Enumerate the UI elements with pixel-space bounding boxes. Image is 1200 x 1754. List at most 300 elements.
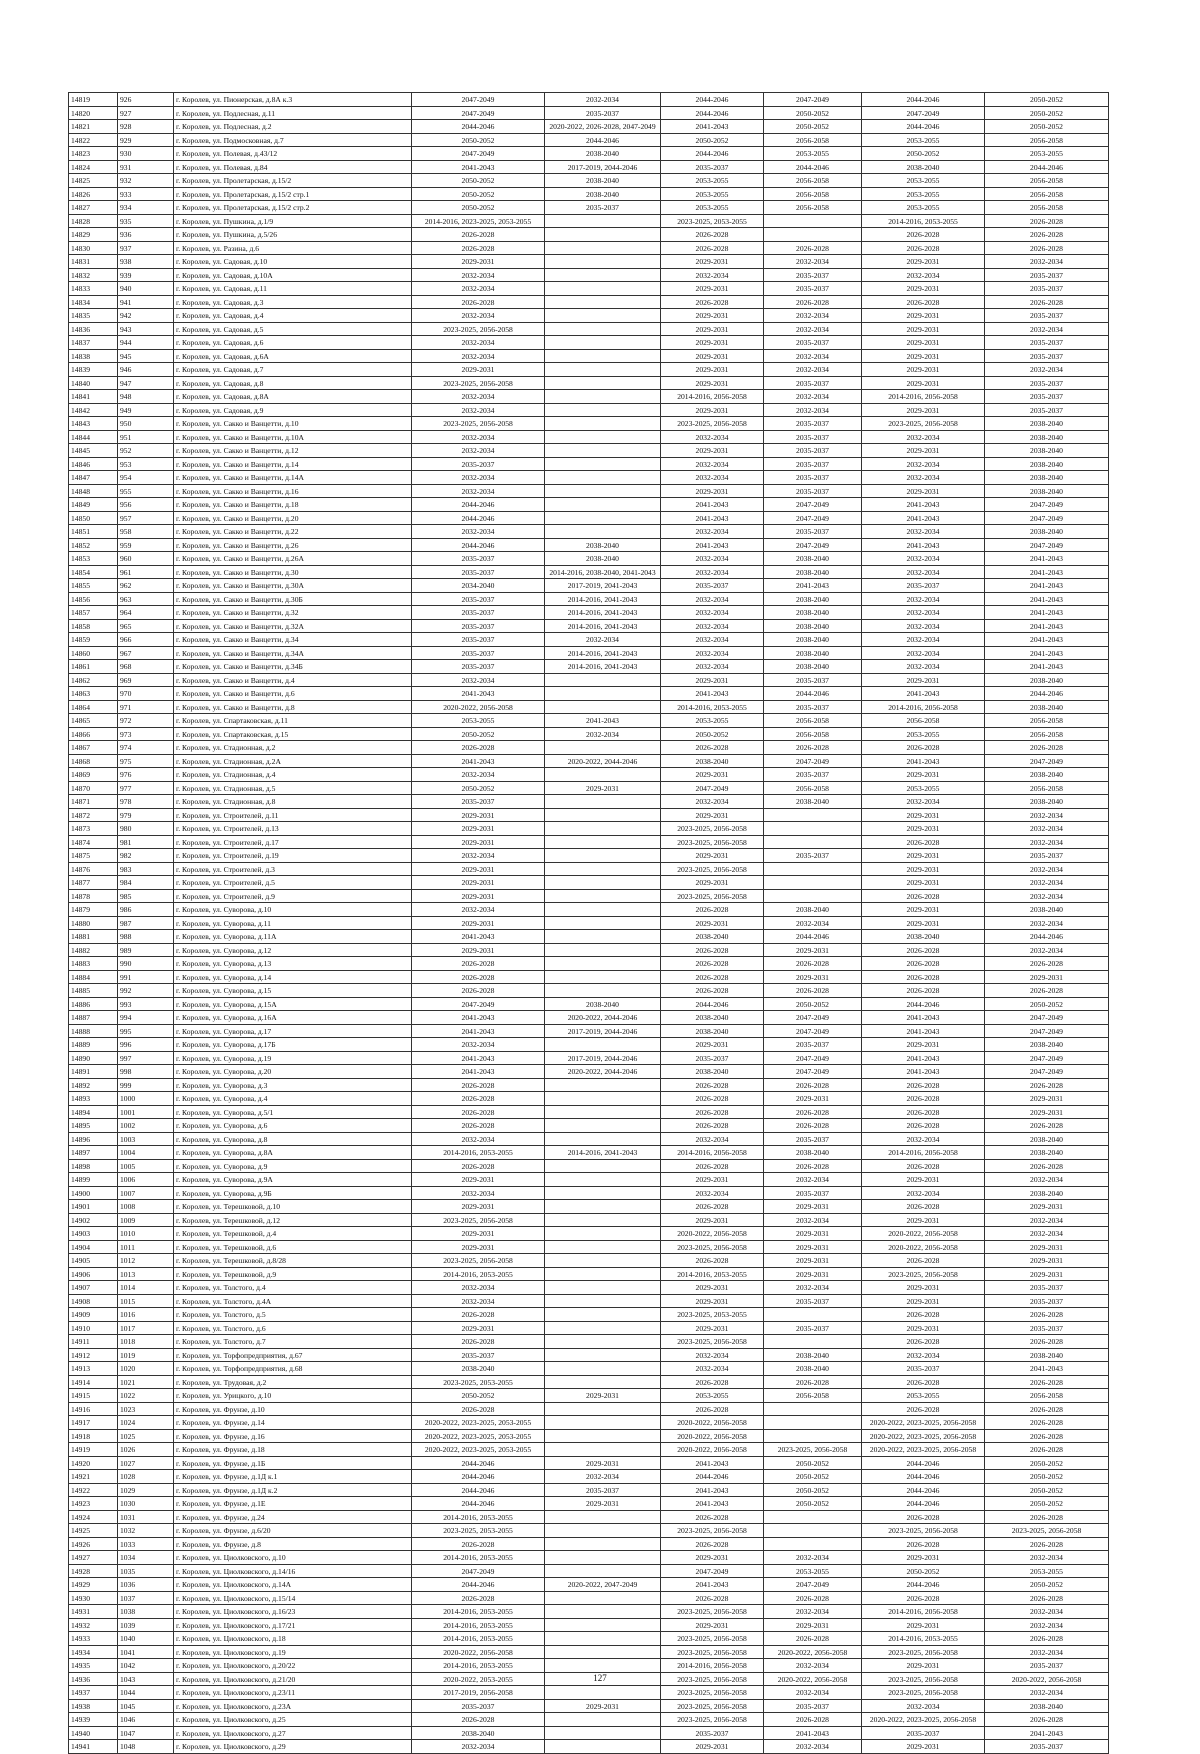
period-2-cell: 2032-2034 xyxy=(545,1470,661,1484)
period-2-cell xyxy=(545,970,661,984)
period-5-cell: 2041-2043 xyxy=(862,687,985,701)
period-1-cell: 2026-2028 xyxy=(412,1119,545,1133)
period-6-cell: 2038-2040 xyxy=(985,1348,1109,1362)
period-6-cell: 2041-2043 xyxy=(985,552,1109,566)
row-number-cell: 14822 xyxy=(69,133,118,147)
item-number-cell: 1027 xyxy=(118,1456,174,1470)
period-4-cell: 2026-2028 xyxy=(764,1078,862,1092)
address-cell: г. Королев, ул. Терешковой, д.8/28 xyxy=(174,1254,412,1268)
item-number-cell: 1047 xyxy=(118,1726,174,1740)
period-3-cell: 2026-2028 xyxy=(661,1254,764,1268)
period-2-cell xyxy=(545,1186,661,1200)
item-number-cell: 949 xyxy=(118,403,174,417)
period-2-cell xyxy=(545,795,661,809)
table-body xyxy=(69,93,1109,1754)
period-2-cell: 2038-2040 xyxy=(545,147,661,161)
period-6-cell: 2041-2043 xyxy=(985,579,1109,593)
period-3-cell: 2029-2031 xyxy=(661,1038,764,1052)
address-cell: г. Королев, ул. Сакко и Ванцетти, д.32 xyxy=(174,606,412,620)
item-number-cell: 1026 xyxy=(118,1443,174,1457)
row-number-cell: 14895 xyxy=(69,1119,118,1133)
period-5-cell: 2026-2028 xyxy=(862,1078,985,1092)
address-cell: г. Королев, ул. Фрунзе, д.6/20 xyxy=(174,1524,412,1538)
period-2-cell xyxy=(545,957,661,971)
period-3-cell: 2026-2028 xyxy=(661,228,764,242)
period-5-cell: 2026-2028 xyxy=(862,241,985,255)
period-2-cell xyxy=(545,916,661,930)
period-3-cell: 2020-2022, 2056-2058 xyxy=(661,1227,764,1241)
period-4-cell: 2047-2049 xyxy=(764,1024,862,1038)
period-5-cell: 2026-2028 xyxy=(862,1105,985,1119)
period-5-cell: 2029-2031 xyxy=(862,1294,985,1308)
period-2-cell xyxy=(545,322,661,336)
period-2-cell xyxy=(545,295,661,309)
table-row xyxy=(69,1092,1109,1106)
table-row xyxy=(69,1659,1109,1673)
period-1-cell: 2038-2040 xyxy=(412,1362,545,1376)
period-5-cell: 2026-2028 xyxy=(862,1335,985,1349)
period-4-cell: 2035-2037 xyxy=(764,1186,862,1200)
period-5-cell: 2029-2031 xyxy=(862,255,985,269)
table-row xyxy=(69,1065,1109,1079)
address-cell: г. Королев, ул. Стадионная, д.2 xyxy=(174,741,412,755)
table-row xyxy=(69,1483,1109,1497)
period-6-cell: 2047-2049 xyxy=(985,1011,1109,1025)
period-3-cell: 2026-2028 xyxy=(661,1537,764,1551)
period-2-cell xyxy=(545,363,661,377)
period-5-cell: 2032-2034 xyxy=(862,606,985,620)
period-2-cell: 2029-2031 xyxy=(545,1456,661,1470)
period-6-cell: 2032-2034 xyxy=(985,916,1109,930)
period-5-cell: 2044-2046 xyxy=(862,120,985,134)
period-4-cell: 2050-2052 xyxy=(764,1483,862,1497)
period-5-cell: 2023-2025, 2056-2058 xyxy=(862,1267,985,1281)
period-2-cell xyxy=(545,687,661,701)
period-2-cell xyxy=(545,282,661,296)
period-1-cell: 2053-2055 xyxy=(412,714,545,728)
period-3-cell: 2026-2028 xyxy=(661,943,764,957)
period-1-cell: 2032-2034 xyxy=(412,444,545,458)
period-4-cell: 2035-2037 xyxy=(764,673,862,687)
row-number-cell: 14930 xyxy=(69,1591,118,1605)
table-row xyxy=(69,444,1109,458)
period-5-cell: 2050-2052 xyxy=(862,1564,985,1578)
period-3-cell: 2026-2028 xyxy=(661,1092,764,1106)
item-number-cell: 960 xyxy=(118,552,174,566)
period-2-cell: 2038-2040 xyxy=(545,997,661,1011)
item-number-cell: 938 xyxy=(118,255,174,269)
period-6-cell: 2035-2037 xyxy=(985,849,1109,863)
period-5-cell: 2044-2046 xyxy=(862,1578,985,1592)
period-5-cell: 2032-2034 xyxy=(862,633,985,647)
period-5-cell: 2032-2034 xyxy=(862,525,985,539)
period-1-cell: 2047-2049 xyxy=(412,106,545,120)
period-1-cell: 2026-2028 xyxy=(412,984,545,998)
period-4-cell: 2026-2028 xyxy=(764,1375,862,1389)
period-5-cell: 2023-2025, 2056-2058 xyxy=(862,1524,985,1538)
period-3-cell: 2044-2046 xyxy=(661,997,764,1011)
row-number-cell: 14859 xyxy=(69,633,118,647)
period-4-cell xyxy=(764,214,862,228)
period-2-cell: 2032-2034 xyxy=(545,633,661,647)
item-number-cell: 959 xyxy=(118,538,174,552)
period-4-cell: 2050-2052 xyxy=(764,120,862,134)
table-row xyxy=(69,552,1109,566)
item-number-cell: 1011 xyxy=(118,1240,174,1254)
row-number-cell: 14836 xyxy=(69,322,118,336)
table-row xyxy=(69,700,1109,714)
item-number-cell: 926 xyxy=(118,93,174,107)
period-6-cell: 2029-2031 xyxy=(985,1267,1109,1281)
address-cell: г. Королев, ул. Пушкина, д.1/9 xyxy=(174,214,412,228)
period-3-cell: 2032-2034 xyxy=(661,1348,764,1362)
row-number-cell: 14825 xyxy=(69,174,118,188)
period-5-cell: 2026-2028 xyxy=(862,1537,985,1551)
period-5-cell: 2029-2031 xyxy=(862,336,985,350)
address-cell: г. Королев, ул. Пролетарская, д.15/2 xyxy=(174,174,412,188)
period-2-cell xyxy=(545,403,661,417)
table-row xyxy=(69,403,1109,417)
page-number: 127 xyxy=(593,1673,607,1683)
period-3-cell: 2029-2031 xyxy=(661,282,764,296)
period-1-cell: 2032-2034 xyxy=(412,673,545,687)
period-5-cell: 2029-2031 xyxy=(862,808,985,822)
period-6-cell: 2041-2043 xyxy=(985,1726,1109,1740)
item-number-cell: 975 xyxy=(118,754,174,768)
period-4-cell: 2029-2031 xyxy=(764,1618,862,1632)
table-row xyxy=(69,889,1109,903)
period-1-cell: 2026-2028 xyxy=(412,241,545,255)
period-4-cell: 2035-2037 xyxy=(764,525,862,539)
row-number-cell: 14928 xyxy=(69,1564,118,1578)
period-5-cell: 2026-2028 xyxy=(862,1200,985,1214)
address-cell: г. Королев, ул. Терешковой, д.4 xyxy=(174,1227,412,1241)
period-3-cell: 2044-2046 xyxy=(661,147,764,161)
address-cell: г. Королев, ул. Фрунзе, д.10 xyxy=(174,1402,412,1416)
table-row xyxy=(69,1146,1109,1160)
period-3-cell: 2023-2025, 2056-2058 xyxy=(661,889,764,903)
period-1-cell: 2044-2046 xyxy=(412,120,545,134)
period-4-cell: 2029-2031 xyxy=(764,1240,862,1254)
item-number-cell: 1042 xyxy=(118,1659,174,1673)
address-cell: г. Королев, ул. Сакко и Ванцетти, д.18 xyxy=(174,498,412,512)
row-number-cell: 14932 xyxy=(69,1618,118,1632)
address-cell: г. Королев, ул. Суворова, д.16А xyxy=(174,1011,412,1025)
period-1-cell: 2041-2043 xyxy=(412,930,545,944)
period-1-cell: 2032-2034 xyxy=(412,1132,545,1146)
period-4-cell xyxy=(764,835,862,849)
table-row xyxy=(69,727,1109,741)
period-3-cell: 2029-2031 xyxy=(661,768,764,782)
period-3-cell: 2041-2043 xyxy=(661,1456,764,1470)
period-4-cell: 2038-2040 xyxy=(764,1362,862,1376)
period-3-cell: 2023-2025, 2056-2058 xyxy=(661,1335,764,1349)
address-cell: г. Королев, ул. Циолковского, д.15/14 xyxy=(174,1591,412,1605)
item-number-cell: 995 xyxy=(118,1024,174,1038)
period-4-cell: 2029-2031 xyxy=(764,1227,862,1241)
period-3-cell: 2029-2031 xyxy=(661,255,764,269)
period-6-cell: 2032-2034 xyxy=(985,943,1109,957)
address-cell: г. Королев, ул. Циолковского, д.16/23 xyxy=(174,1605,412,1619)
item-number-cell: 1030 xyxy=(118,1497,174,1511)
item-number-cell: 1045 xyxy=(118,1699,174,1713)
table-row xyxy=(69,957,1109,971)
period-6-cell: 2047-2049 xyxy=(985,498,1109,512)
period-6-cell: 2035-2037 xyxy=(985,309,1109,323)
period-4-cell: 2056-2058 xyxy=(764,714,862,728)
item-number-cell: 928 xyxy=(118,120,174,134)
period-6-cell: 2032-2034 xyxy=(985,889,1109,903)
period-6-cell: 2026-2028 xyxy=(985,1335,1109,1349)
period-4-cell: 2026-2028 xyxy=(764,295,862,309)
row-number-cell: 14875 xyxy=(69,849,118,863)
period-1-cell: 2044-2046 xyxy=(412,511,545,525)
address-cell: г. Королев, ул. Толстого, д.7 xyxy=(174,1335,412,1349)
period-1-cell: 2047-2049 xyxy=(412,997,545,1011)
period-1-cell: 2017-2019, 2056-2058 xyxy=(412,1686,545,1700)
period-2-cell: 2020-2022, 2044-2046 xyxy=(545,1011,661,1025)
period-2-cell xyxy=(545,1443,661,1457)
period-6-cell: 2026-2028 xyxy=(985,1443,1109,1457)
period-4-cell: 2041-2043 xyxy=(764,579,862,593)
period-2-cell xyxy=(545,1416,661,1430)
period-6-cell: 2029-2031 xyxy=(985,1092,1109,1106)
address-cell: г. Королев, ул. Строителей, д.11 xyxy=(174,808,412,822)
period-5-cell: 2020-2022, 2056-2058 xyxy=(862,1227,985,1241)
item-number-cell: 932 xyxy=(118,174,174,188)
row-number-cell: 14938 xyxy=(69,1699,118,1713)
period-5-cell: 2029-2031 xyxy=(862,309,985,323)
period-3-cell: 2032-2034 xyxy=(661,592,764,606)
period-5-cell: 2053-2055 xyxy=(862,1389,985,1403)
address-cell: г. Королев, ул. Сакко и Ванцетти, д.14А xyxy=(174,471,412,485)
period-2-cell: 2014-2016, 2041-2043 xyxy=(545,619,661,633)
period-3-cell: 2023-2025, 2056-2058 xyxy=(661,1699,764,1713)
period-4-cell: 2035-2037 xyxy=(764,1038,862,1052)
period-4-cell xyxy=(764,889,862,903)
item-number-cell: 956 xyxy=(118,498,174,512)
table-row xyxy=(69,1227,1109,1241)
row-number-cell: 14857 xyxy=(69,606,118,620)
period-5-cell: 2053-2055 xyxy=(862,174,985,188)
address-cell: г. Королев, ул. Суворова, д.15А xyxy=(174,997,412,1011)
row-number-cell: 14909 xyxy=(69,1308,118,1322)
item-number-cell: 993 xyxy=(118,997,174,1011)
period-6-cell: 2032-2034 xyxy=(985,835,1109,849)
address-cell: г. Королев, ул. Садовая, д.8 xyxy=(174,376,412,390)
period-2-cell xyxy=(545,943,661,957)
row-number-cell: 14829 xyxy=(69,228,118,242)
period-2-cell xyxy=(545,835,661,849)
row-number-cell: 14894 xyxy=(69,1105,118,1119)
period-1-cell: 2032-2034 xyxy=(412,768,545,782)
item-number-cell: 934 xyxy=(118,201,174,215)
item-number-cell: 999 xyxy=(118,1078,174,1092)
period-3-cell: 2029-2031 xyxy=(661,1294,764,1308)
address-cell: г. Королев, ул. Торфопредприятия, д.67 xyxy=(174,1348,412,1362)
table-row xyxy=(69,849,1109,863)
period-5-cell: 2053-2055 xyxy=(862,727,985,741)
period-2-cell xyxy=(545,673,661,687)
row-number-cell: 14823 xyxy=(69,147,118,161)
period-1-cell: 2029-2031 xyxy=(412,1321,545,1335)
period-4-cell: 2032-2034 xyxy=(764,1659,862,1673)
row-number-cell: 14923 xyxy=(69,1497,118,1511)
table-row xyxy=(69,1348,1109,1362)
item-number-cell: 933 xyxy=(118,187,174,201)
address-cell: г. Королев, ул. Спартаковская, д.11 xyxy=(174,714,412,728)
period-2-cell xyxy=(545,309,661,323)
period-3-cell: 2023-2025, 2056-2058 xyxy=(661,822,764,836)
period-4-cell: 2047-2049 xyxy=(764,1578,862,1592)
period-4-cell: 2047-2049 xyxy=(764,1065,862,1079)
period-4-cell: 2032-2034 xyxy=(764,916,862,930)
period-4-cell: 2035-2037 xyxy=(764,1321,862,1335)
period-3-cell: 2041-2043 xyxy=(661,511,764,525)
period-4-cell: 2026-2028 xyxy=(764,241,862,255)
period-3-cell: 2029-2031 xyxy=(661,1213,764,1227)
period-6-cell: 2029-2031 xyxy=(985,1200,1109,1214)
period-2-cell xyxy=(545,228,661,242)
period-4-cell: 2035-2037 xyxy=(764,1699,862,1713)
period-2-cell: 2014-2016, 2041-2043 xyxy=(545,606,661,620)
address-cell: г. Королев, ул. Стадионная, д.8 xyxy=(174,795,412,809)
table-row xyxy=(69,687,1109,701)
row-number-cell: 14879 xyxy=(69,903,118,917)
table-row xyxy=(69,1510,1109,1524)
period-2-cell xyxy=(545,390,661,404)
address-cell: г. Королев, ул. Толстого, д.6 xyxy=(174,1321,412,1335)
period-1-cell: 2014-2016, 2053-2055 xyxy=(412,1510,545,1524)
period-2-cell xyxy=(545,457,661,471)
period-2-cell xyxy=(545,822,661,836)
address-cell: г. Королев, ул. Суворова, д.15 xyxy=(174,984,412,998)
period-5-cell: 2026-2028 xyxy=(862,1308,985,1322)
period-2-cell xyxy=(545,1200,661,1214)
period-3-cell: 2026-2028 xyxy=(661,241,764,255)
period-6-cell: 2026-2028 xyxy=(985,214,1109,228)
period-3-cell: 2035-2037 xyxy=(661,1726,764,1740)
table-row xyxy=(69,498,1109,512)
period-4-cell: 2047-2049 xyxy=(764,538,862,552)
item-number-cell: 930 xyxy=(118,147,174,161)
row-number-cell: 14861 xyxy=(69,660,118,674)
address-cell: г. Королев, ул. Фрунзе, д.8 xyxy=(174,1537,412,1551)
period-6-cell: 2032-2034 xyxy=(985,1645,1109,1659)
row-number-cell: 14831 xyxy=(69,255,118,269)
table-row xyxy=(69,1321,1109,1335)
period-4-cell: 2032-2034 xyxy=(764,363,862,377)
period-2-cell: 2041-2043 xyxy=(545,714,661,728)
period-4-cell: 2038-2040 xyxy=(764,795,862,809)
address-cell: г. Королев, ул. Циолковского, д.25 xyxy=(174,1713,412,1727)
address-cell: г. Королев, ул. Сакко и Ванцетти, д.8 xyxy=(174,700,412,714)
item-number-cell: 1048 xyxy=(118,1740,174,1754)
item-number-cell: 965 xyxy=(118,619,174,633)
item-number-cell: 964 xyxy=(118,606,174,620)
period-3-cell: 2026-2028 xyxy=(661,1510,764,1524)
table-row xyxy=(69,1524,1109,1538)
row-number-cell: 14854 xyxy=(69,565,118,579)
period-1-cell: 2044-2046 xyxy=(412,498,545,512)
period-5-cell: 2014-2016, 2053-2055 xyxy=(862,214,985,228)
period-1-cell: 2050-2052 xyxy=(412,133,545,147)
period-4-cell: 2029-2031 xyxy=(764,1267,862,1281)
item-number-cell: 1021 xyxy=(118,1375,174,1389)
item-number-cell: 1013 xyxy=(118,1267,174,1281)
row-number-cell: 14872 xyxy=(69,808,118,822)
item-number-cell: 984 xyxy=(118,876,174,890)
period-2-cell xyxy=(545,1362,661,1376)
period-4-cell: 2038-2040 xyxy=(764,646,862,660)
period-3-cell: 2014-2016, 2056-2058 xyxy=(661,1659,764,1673)
period-6-cell: 2053-2055 xyxy=(985,1564,1109,1578)
row-number-cell: 14908 xyxy=(69,1294,118,1308)
period-4-cell: 2038-2040 xyxy=(764,1146,862,1160)
row-number-cell: 14896 xyxy=(69,1132,118,1146)
item-number-cell: 940 xyxy=(118,282,174,296)
period-1-cell: 2029-2031 xyxy=(412,1240,545,1254)
table-row xyxy=(69,1159,1109,1173)
period-5-cell: 2029-2031 xyxy=(862,822,985,836)
period-6-cell: 2041-2043 xyxy=(985,592,1109,606)
period-5-cell: 2029-2031 xyxy=(862,916,985,930)
table-row xyxy=(69,187,1109,201)
period-6-cell: 2038-2040 xyxy=(985,484,1109,498)
period-4-cell: 2029-2031 xyxy=(764,1200,862,1214)
row-number-cell: 14864 xyxy=(69,700,118,714)
period-5-cell: 2026-2028 xyxy=(862,1402,985,1416)
item-number-cell: 953 xyxy=(118,457,174,471)
table-row xyxy=(69,1294,1109,1308)
period-5-cell: 2053-2055 xyxy=(862,781,985,795)
period-1-cell: 2032-2034 xyxy=(412,1294,545,1308)
table-row xyxy=(69,430,1109,444)
period-4-cell: 2047-2049 xyxy=(764,1051,862,1065)
period-3-cell: 2041-2043 xyxy=(661,538,764,552)
period-3-cell: 2029-2031 xyxy=(661,1321,764,1335)
period-5-cell: 2053-2055 xyxy=(862,133,985,147)
period-4-cell: 2050-2052 xyxy=(764,997,862,1011)
period-6-cell: 2032-2034 xyxy=(985,255,1109,269)
item-number-cell: 985 xyxy=(118,889,174,903)
row-number-cell: 14851 xyxy=(69,525,118,539)
period-2-cell: 2029-2031 xyxy=(545,1699,661,1713)
period-3-cell: 2050-2052 xyxy=(661,727,764,741)
period-5-cell: 2038-2040 xyxy=(862,930,985,944)
period-4-cell xyxy=(764,1308,862,1322)
row-number-cell: 14874 xyxy=(69,835,118,849)
address-cell: г. Королев, ул. Суворова, д.12 xyxy=(174,943,412,957)
period-5-cell: 2032-2034 xyxy=(862,619,985,633)
period-4-cell: 2035-2037 xyxy=(764,417,862,431)
row-number-cell: 14849 xyxy=(69,498,118,512)
row-number-cell: 14927 xyxy=(69,1551,118,1565)
period-3-cell: 2038-2040 xyxy=(661,754,764,768)
period-1-cell: 2026-2028 xyxy=(412,1105,545,1119)
item-number-cell: 942 xyxy=(118,309,174,323)
period-3-cell: 2020-2022, 2056-2058 xyxy=(661,1416,764,1430)
table-row xyxy=(69,1308,1109,1322)
address-cell: г. Королев, ул. Суворова, д.9 xyxy=(174,1159,412,1173)
period-4-cell: 2026-2028 xyxy=(764,984,862,998)
period-6-cell: 2026-2028 xyxy=(985,1429,1109,1443)
table-row xyxy=(69,1470,1109,1484)
period-2-cell xyxy=(545,1227,661,1241)
table-row xyxy=(69,484,1109,498)
row-number-cell: 14858 xyxy=(69,619,118,633)
period-5-cell: 2026-2028 xyxy=(862,984,985,998)
